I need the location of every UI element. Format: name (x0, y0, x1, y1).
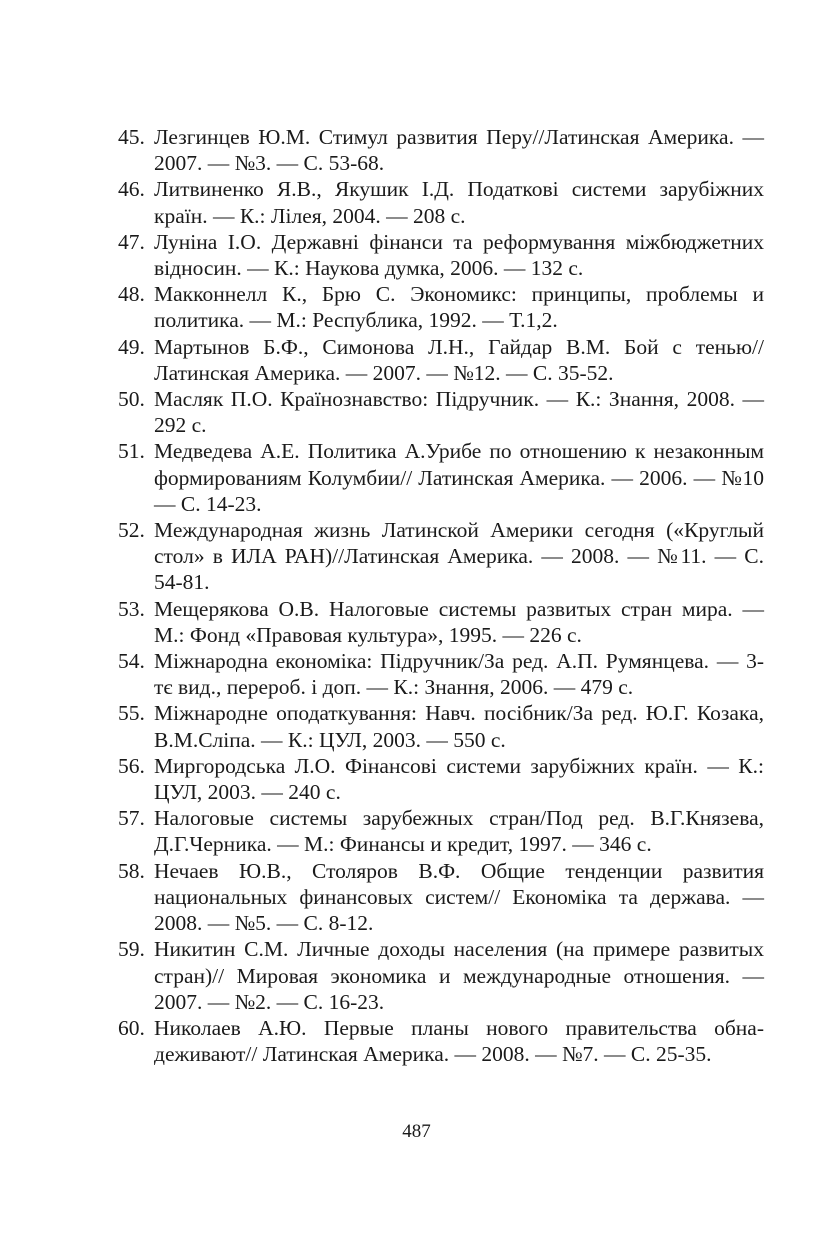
entry-number: 46. (118, 177, 145, 202)
entry-text: Міжнародне оподаткування: Навч. посібник/За ред. Ю.Г. Козака, В.М.Сліпа. — К.: ЦУЛ, 2003. — 550 с. (154, 701, 764, 752)
entry-text: Николаев А.Ю. Первые планы нового правительства обнадеживают// Латинская Америка. — 2008. — №7. — С. 25-35. (154, 1015, 764, 1067)
entry-text: Міжнародна економіка: Підручник/За ред. А.П. Румянцева. — 3-тє вид., перероб. і доп. — К.: Знання, 2006. — 479 с. (154, 649, 764, 700)
entry-number: 49. (118, 334, 145, 359)
entry-text: Налоговые системы зарубежных стран/Под ред. В.Г.Князева, Д.Г.Черника. — М.: Финансы и кредит, 1997. — 346 с. (154, 806, 764, 857)
entry-number: 56. (118, 753, 145, 778)
bibliography-list (118, 124, 764, 1067)
bibliography-entry (118, 805, 764, 857)
entry-number: 58. (118, 858, 145, 883)
bibliography-entry (118, 936, 764, 1015)
entry-number: 60. (118, 1015, 145, 1040)
entry-text: Международная жизнь Латинской Америки сегодня («Круглый стол» в ИЛА РАН)//Латинская Америка. — 2008. — №11. — С. 54-81. (154, 518, 764, 595)
entry-number: 59. (118, 937, 145, 962)
entry-text: Макконнелл К., Брю С. Экономикс: принципы, проблемы и политика. — М.: Республика, 1992. — Т.1,2. (154, 282, 764, 333)
entry-text: Миргородська Л.О. Фінансові системи зарубіжних країн. — К.: ЦУЛ, 2003. — 240 с. (154, 753, 764, 805)
entry-number: 53. (118, 596, 145, 621)
entry-number: 57. (118, 806, 145, 831)
bibliography-entry (118, 700, 764, 752)
bibliography-entry (118, 124, 764, 176)
bibliography-entry (118, 386, 764, 438)
bibliography-entry (118, 176, 764, 228)
bibliography-entry (118, 858, 764, 937)
bibliography-entry (118, 1015, 764, 1067)
bibliography-entry (118, 517, 764, 596)
entry-text: Луніна І.О. Державні фінанси та реформування міжбюджетних відносин. — К.: Наукова думка, 2006. — 132 с. (154, 229, 764, 281)
entry-text: Мартынов Б.Ф., Симонова Л.Н., Гайдар В.М. Бой с тенью// Латинская Америка. — 2007. — №12. — С. 35-52. (154, 334, 764, 385)
page-number: 487 (402, 1121, 431, 1142)
entry-number: 48. (118, 282, 145, 307)
entry-number: 47. (118, 229, 145, 254)
entry-number: 55. (118, 701, 145, 726)
entry-text: Никитин С.М. Личные доходы населения (на примере развитых стран)// Мировая экономика и международные отношения. — 2007. — №2. — С. 16-23. (154, 937, 764, 1014)
entry-text: Масляк П.О. Країнознавство: Підручник. — К.: Знання, 2008. — 292 с. (154, 387, 764, 438)
entry-text: Медведева А.Е. Политика А.Урибе по отношению к незаконным формированиям Колумбии// Латинская Америка. — 2006. — №10 — С. 14-23. (154, 439, 764, 516)
entry-text: Мещерякова О.В. Налоговые системы развитых стран мира. — М.: Фонд «Правовая культура», 1995. — 226 с. (154, 596, 764, 647)
bibliography-entry (118, 596, 764, 648)
bibliography-entry (118, 334, 764, 386)
entry-number: 52. (118, 518, 145, 543)
bibliography-entry (118, 281, 764, 333)
bibliography-entry (118, 753, 764, 805)
entry-number: 50. (118, 387, 145, 412)
entry-number: 51. (118, 439, 145, 464)
bibliography-entry (118, 229, 764, 281)
entry-number: 45. (118, 125, 145, 149)
bibliography-entry (118, 438, 764, 517)
entry-text: Нечаев Ю.В., Столяров В.Ф. Общие тенденции развития национальных финансовых систем// Економіка та держава. — 2008. — №5. — С. 8-12. (154, 858, 764, 936)
entry-number: 54. (118, 649, 145, 674)
entry-text: Литвиненко Я.В., Якушик І.Д. Податкові системи зарубіжних країн. — К.: Лілея, 2004. — 208 с. (154, 177, 764, 228)
entry-text: Лезгинцев Ю.М. Стимул развития Перу//Латинская Америка. — 2007. — №3. — С. 53-68. (154, 125, 764, 176)
bibliography-entry (118, 648, 764, 700)
